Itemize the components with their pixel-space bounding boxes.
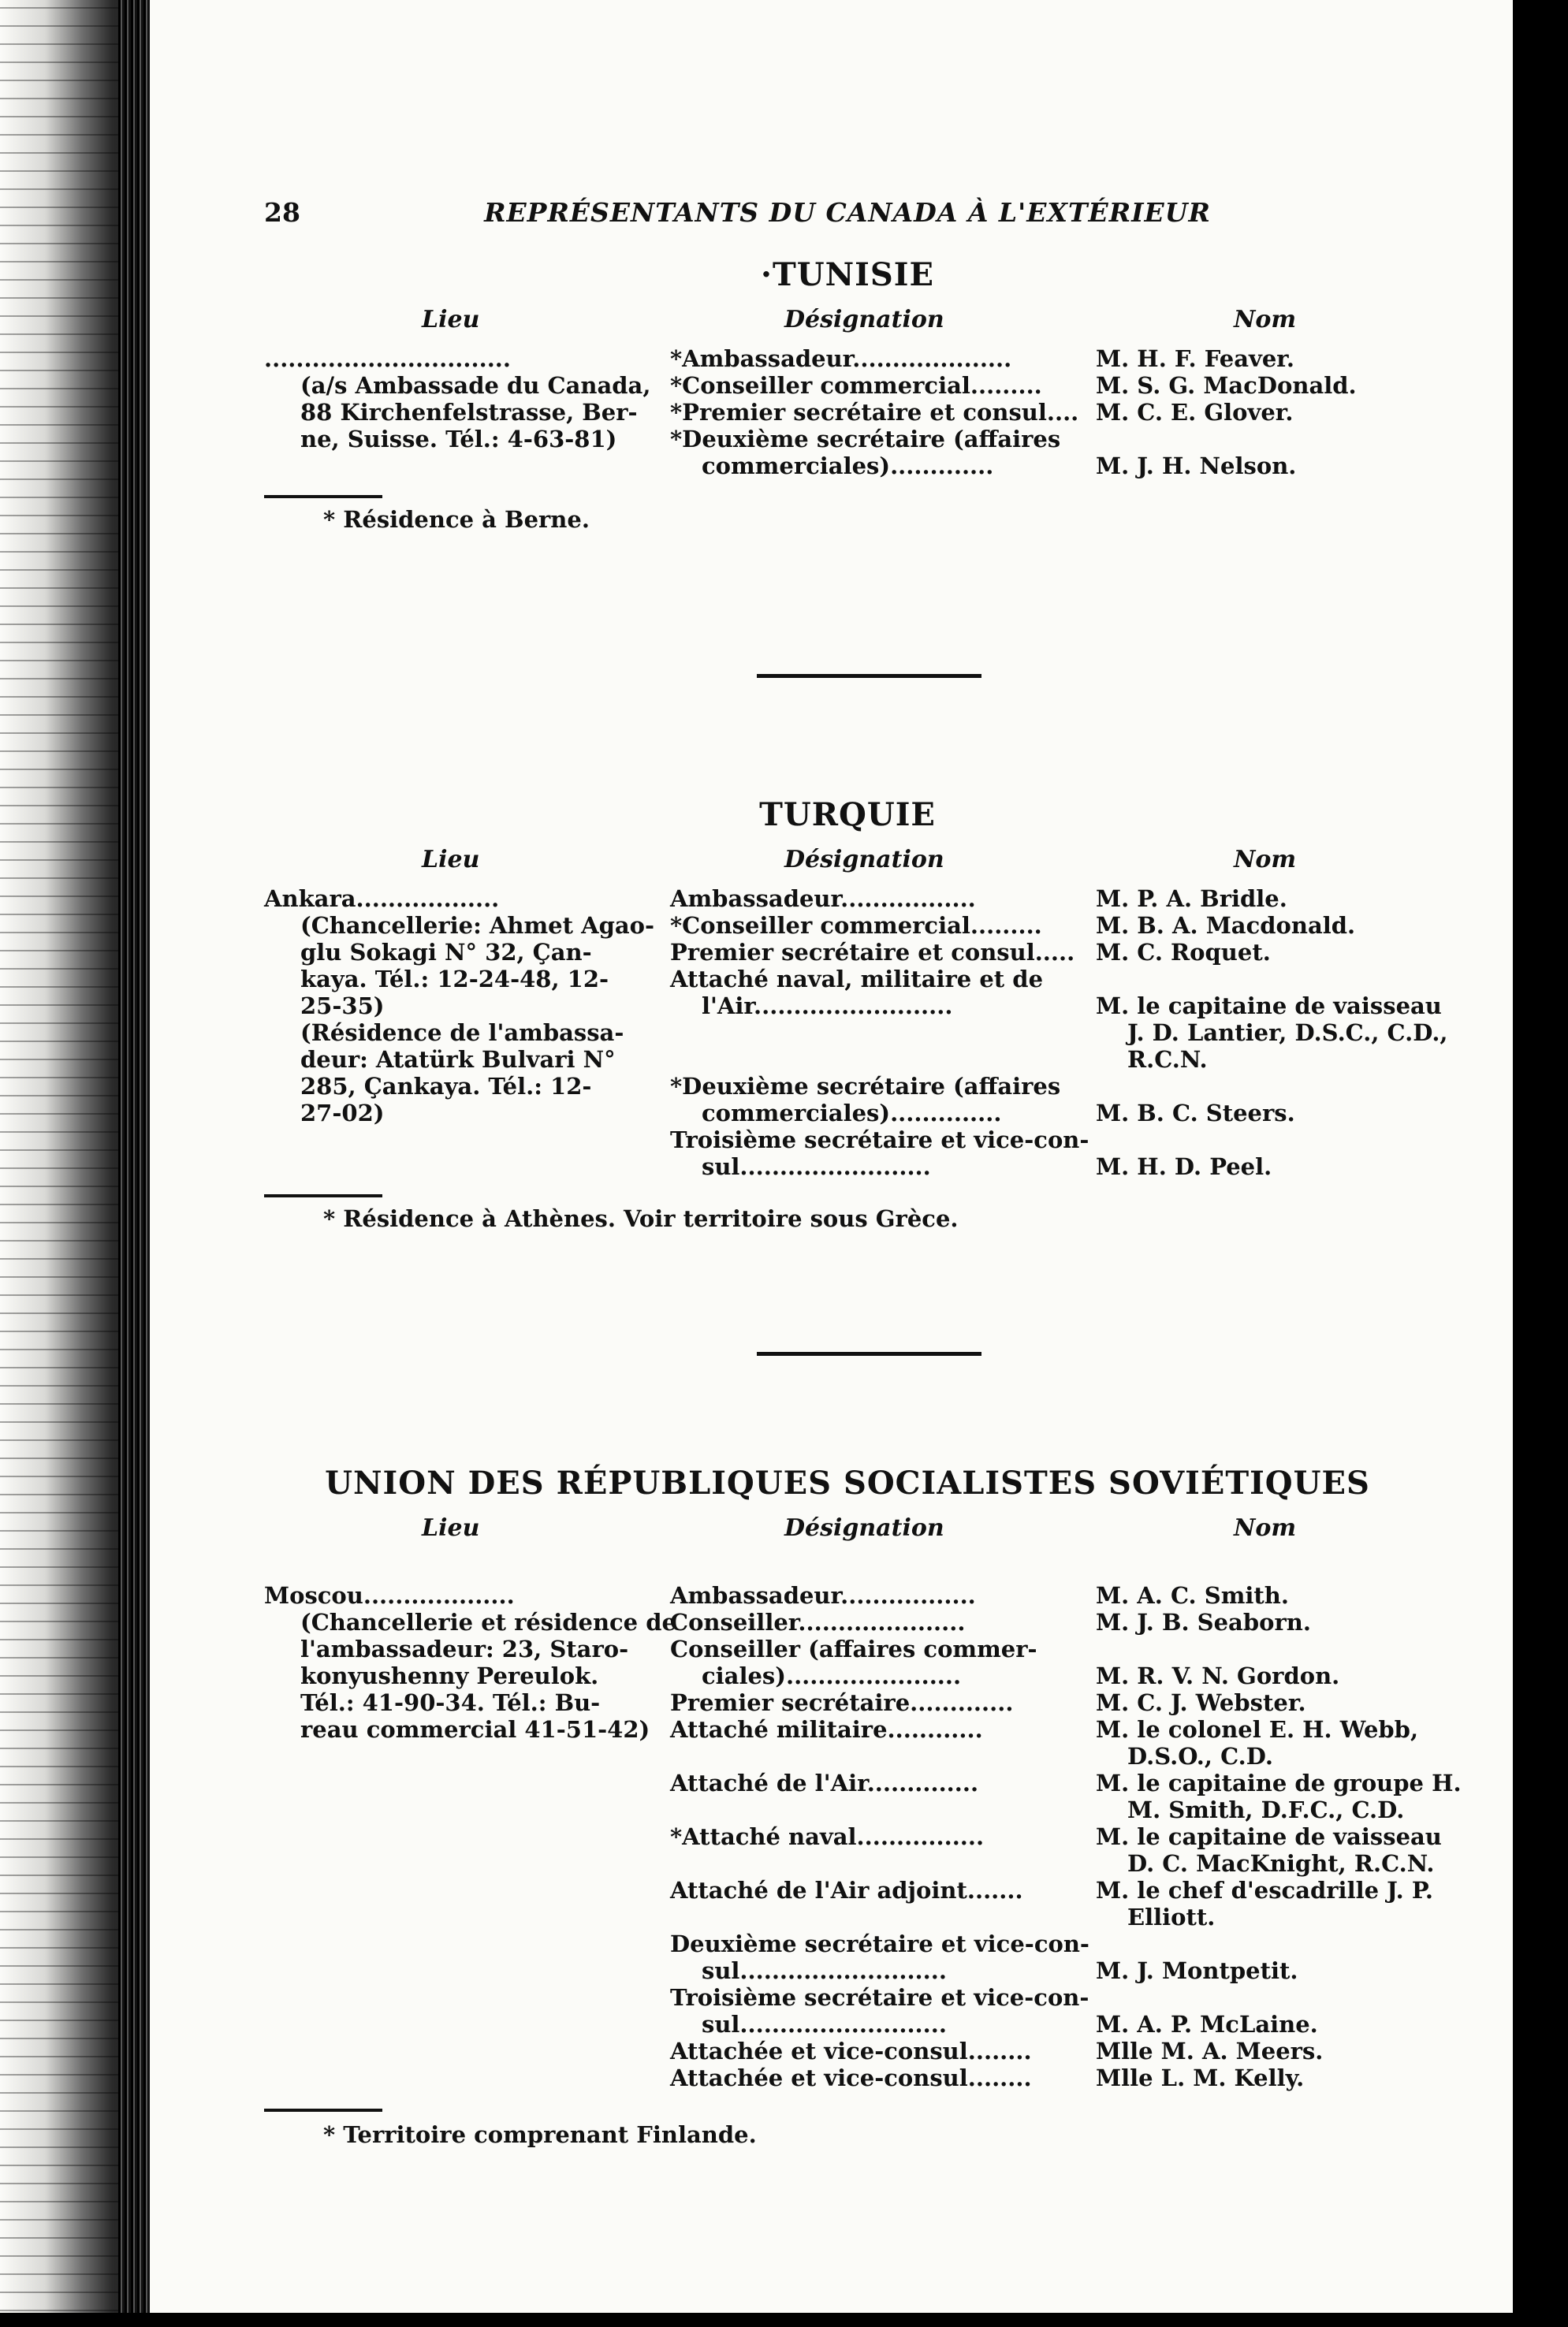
lieu-line: kaya. Tél.: 12-24-48, 12- bbox=[300, 966, 609, 992]
nom-line: M. C. Roquet. bbox=[1096, 939, 1271, 966]
designation-line: *Deuxième secrétaire (affaires bbox=[670, 426, 1061, 452]
footnote: * Résidence à Berne. bbox=[323, 506, 590, 533]
designation-line: Premier secrétaire et consul..... bbox=[670, 939, 1075, 966]
lieu-line: l'ambassadeur: 23, Staro- bbox=[300, 1636, 629, 1662]
lieu-line: Tél.: 41-90-34. Tél.: Bu- bbox=[300, 1689, 601, 1716]
nom-line: M. J. B. Seaborn. bbox=[1096, 1609, 1311, 1636]
lieu-line: Moscou................... bbox=[264, 1582, 515, 1609]
lieu-line: glu Sokagi N° 32, Çan- bbox=[300, 939, 592, 966]
designation-line: Attachée et vice-consul........ bbox=[670, 2065, 1032, 2091]
lieu-line: (Résidence de l'ambassa- bbox=[300, 1019, 624, 1046]
nom-line: M. Smith, D.F.C., C.D. bbox=[1127, 1796, 1405, 1823]
lieu-line: 25-35) bbox=[300, 992, 385, 1019]
nom-line: M. R. V. N. Gordon. bbox=[1096, 1662, 1340, 1689]
nom-line: J. D. Lantier, D.S.C., C.D., bbox=[1127, 1019, 1448, 1046]
nom-line: Elliott. bbox=[1127, 1904, 1216, 1930]
designation-line: Troisième secrétaire et vice-con- bbox=[670, 1984, 1089, 2011]
nom-line: M. A. P. McLaine. bbox=[1096, 2011, 1318, 2038]
nom-line: M. S. G. MacDonald. bbox=[1096, 372, 1357, 399]
page-number: 28 bbox=[264, 197, 300, 228]
nom-line: M. le capitaine de vaisseau bbox=[1096, 992, 1442, 1019]
nom-line: M. J. Montpetit. bbox=[1096, 1957, 1298, 1984]
designation-line: sul.......................... bbox=[702, 2011, 947, 2038]
column-headers bbox=[264, 306, 1431, 341]
designation-line: sul........................ bbox=[702, 1153, 931, 1180]
designation-line: *Conseiller commercial......... bbox=[670, 912, 1042, 939]
designation-line: Troisième secrétaire et vice-con- bbox=[670, 1126, 1089, 1153]
section-title: TURQUIE bbox=[759, 796, 936, 833]
section-tunisie bbox=[264, 256, 1431, 533]
nom-line: D. C. MacKnight, R.C.N. bbox=[1127, 1850, 1435, 1877]
section-urss bbox=[264, 1465, 1462, 2148]
page-header bbox=[264, 197, 1431, 236]
designation-line: Attaché naval, militaire et de bbox=[670, 966, 1044, 992]
designation-line: Attaché militaire............ bbox=[670, 1716, 983, 1743]
lieu-line: konyushenny Pereulok. bbox=[300, 1662, 599, 1689]
col-head-lieu: Lieu bbox=[422, 306, 480, 333]
nom-line: M. le capitaine de groupe H. bbox=[1096, 1770, 1462, 1796]
designation-line: Ambassadeur................. bbox=[670, 885, 976, 912]
designation-line: *Ambassadeur.................... bbox=[670, 345, 1012, 372]
nom-line: M. H. F. Feaver. bbox=[1096, 345, 1295, 372]
designation-line: Attaché de l'Air adjoint....... bbox=[670, 1877, 1023, 1904]
lieu-line: reau commercial 41-51-42) bbox=[300, 1716, 650, 1743]
designation-line: *Deuxième secrétaire (affaires bbox=[670, 1073, 1061, 1100]
nom-line: M. le colonel E. H. Webb, bbox=[1096, 1716, 1419, 1743]
lieu-line: (Chancellerie: Ahmet Agao- bbox=[300, 912, 655, 939]
nom-line: M. B. A. Macdonald. bbox=[1096, 912, 1356, 939]
col-head-nom: Nom bbox=[1234, 1514, 1297, 1542]
designation-line: *Conseiller commercial......... bbox=[670, 372, 1042, 399]
designation-line: Conseiller (affaires commer- bbox=[670, 1636, 1037, 1662]
lieu-line: deur: Atatürk Bulvari N° bbox=[300, 1046, 616, 1073]
designation-line: Deuxième secrétaire et vice-con- bbox=[670, 1930, 1089, 1957]
lieu-line: 88 Kirchenfelstrasse, Ber- bbox=[300, 399, 638, 426]
running-title: REPRÉSENTANTS DU CANADA À L'EXTÉRIEUR bbox=[484, 197, 1211, 228]
nom-line: R.C.N. bbox=[1127, 1046, 1208, 1073]
footnote-rule bbox=[264, 2109, 382, 2112]
footnote-rule bbox=[264, 495, 382, 498]
lieu-line: Ankara.................. bbox=[264, 885, 500, 912]
designation-line: sul.......................... bbox=[702, 1957, 947, 1984]
bottom-border bbox=[0, 2313, 1568, 2327]
nom-line: D.S.O., C.D. bbox=[1127, 1743, 1273, 1770]
column-headers bbox=[264, 846, 1431, 881]
lieu-line: (Chancellerie et résidence de bbox=[300, 1609, 676, 1636]
nom-line: M. C. J. Webster. bbox=[1096, 1689, 1306, 1716]
col-head-lieu: Lieu bbox=[422, 846, 480, 873]
designation-line: commerciales)............. bbox=[702, 452, 994, 479]
section-separator bbox=[757, 674, 981, 678]
designation-line: Attachée et vice-consul........ bbox=[670, 2038, 1032, 2065]
nom-line: Mlle M. A. Meers. bbox=[1096, 2038, 1324, 2065]
nom-line: M. H. D. Peel. bbox=[1096, 1153, 1272, 1180]
designation-line: Attaché de l'Air.............. bbox=[670, 1770, 979, 1796]
designation-line: Conseiller..................... bbox=[670, 1609, 966, 1636]
section-title: UNION DES RÉPUBLIQUES SOCIALISTES SOVIÉTIQUES bbox=[325, 1465, 1370, 1502]
right-border bbox=[1513, 0, 1568, 2327]
designation-line: ciales)...................... bbox=[702, 1662, 962, 1689]
nom-line: M. A. C. Smith. bbox=[1096, 1582, 1289, 1609]
lieu-line: (a/s Ambassade du Canada, bbox=[300, 372, 651, 399]
footnote-rule bbox=[264, 1194, 382, 1197]
designation-line: Ambassadeur................. bbox=[670, 1582, 976, 1609]
nom-line: M. C. E. Glover. bbox=[1096, 399, 1294, 426]
lieu-line: ............................... bbox=[264, 345, 511, 372]
binding-edge bbox=[118, 0, 150, 2314]
footnote: * Territoire comprenant Finlande. bbox=[323, 2121, 757, 2148]
designation-line: *Premier secrétaire et consul.... bbox=[670, 399, 1079, 426]
col-head-nom: Nom bbox=[1234, 306, 1297, 333]
col-head-designation: Désignation bbox=[784, 306, 944, 333]
col-head-nom: Nom bbox=[1234, 846, 1297, 873]
designation-line: Premier secrétaire............. bbox=[670, 1689, 1014, 1716]
nom-line: M. J. H. Nelson. bbox=[1096, 452, 1297, 479]
designation-line: l'Air......................... bbox=[702, 992, 953, 1019]
designation-line: *Attaché naval................ bbox=[670, 1823, 985, 1850]
footnote: * Résidence à Athènes. Voir territoire sous Grèce. bbox=[323, 1205, 959, 1232]
nom-line: M. le chef d'escadrille J. P. bbox=[1096, 1877, 1433, 1904]
col-head-designation: Désignation bbox=[784, 846, 944, 873]
lieu-line: 27-02) bbox=[300, 1100, 385, 1126]
nom-line: M. B. C. Steers. bbox=[1096, 1100, 1295, 1126]
col-head-lieu: Lieu bbox=[422, 1514, 480, 1542]
lieu-line: ne, Suisse. Tél.: 4-63-81) bbox=[300, 426, 617, 452]
section-turquie bbox=[264, 796, 1448, 1232]
designation-line: commerciales).............. bbox=[702, 1100, 1002, 1126]
lieu-line: 285, Çankaya. Tél.: 12- bbox=[300, 1073, 592, 1100]
section-title: ·TUNISIE bbox=[761, 256, 934, 293]
nom-line: Mlle L. M. Kelly. bbox=[1096, 2065, 1305, 2091]
section-separator bbox=[757, 1352, 981, 1356]
nom-line: M. P. A. Bridle. bbox=[1096, 885, 1287, 912]
col-head-designation: Désignation bbox=[784, 1514, 944, 1542]
column-headers bbox=[264, 1514, 1431, 1549]
nom-line: M. le capitaine de vaisseau bbox=[1096, 1823, 1442, 1850]
